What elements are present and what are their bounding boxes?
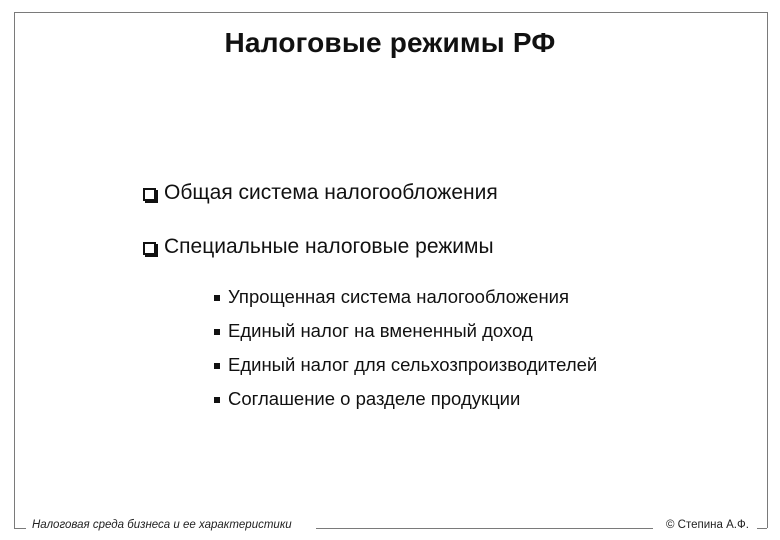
sub-list-item (214, 351, 597, 379)
footer-author: © Степина А.Ф. (666, 519, 749, 531)
footer-course-title: Налоговая среда бизнеса и ее характеристики (32, 519, 292, 531)
sub-list (214, 283, 597, 419)
frame-left-border (14, 12, 15, 528)
sub-list-item-text: Единый налог для сельхозпроизводителей (228, 354, 598, 375)
sub-list-item-text: Единый налог на вмененный доход (228, 320, 533, 341)
footer-right-rule (757, 528, 767, 529)
frame-top-border (14, 12, 767, 13)
frame-right-border (767, 12, 768, 528)
slide-title: Налоговые режимы РФ (224, 27, 556, 58)
square-bullet-icon (214, 329, 220, 335)
sub-list-item (214, 283, 597, 311)
sub-list-item-text: Упрощенная система налогообложения (228, 286, 570, 307)
main-list-item-text: Общая система налогообложения (164, 181, 498, 204)
checkbox-bullet-icon (143, 188, 156, 201)
main-list-item (143, 178, 498, 208)
checkbox-bullet-icon (143, 242, 156, 255)
footer-middle-rule (316, 528, 653, 529)
square-bullet-icon (214, 295, 220, 301)
sub-list-item-text: Соглашение о разделе продукции (228, 388, 521, 409)
main-list-item (143, 232, 498, 262)
main-list-item-text: Специальные налоговые режимы (164, 235, 494, 258)
footer-left-rule (14, 528, 26, 529)
square-bullet-icon (214, 363, 220, 369)
square-bullet-icon (214, 397, 220, 403)
main-list (143, 178, 498, 286)
sub-list-item (214, 385, 597, 413)
sub-list-item (214, 317, 597, 345)
slide-footer (0, 512, 780, 540)
